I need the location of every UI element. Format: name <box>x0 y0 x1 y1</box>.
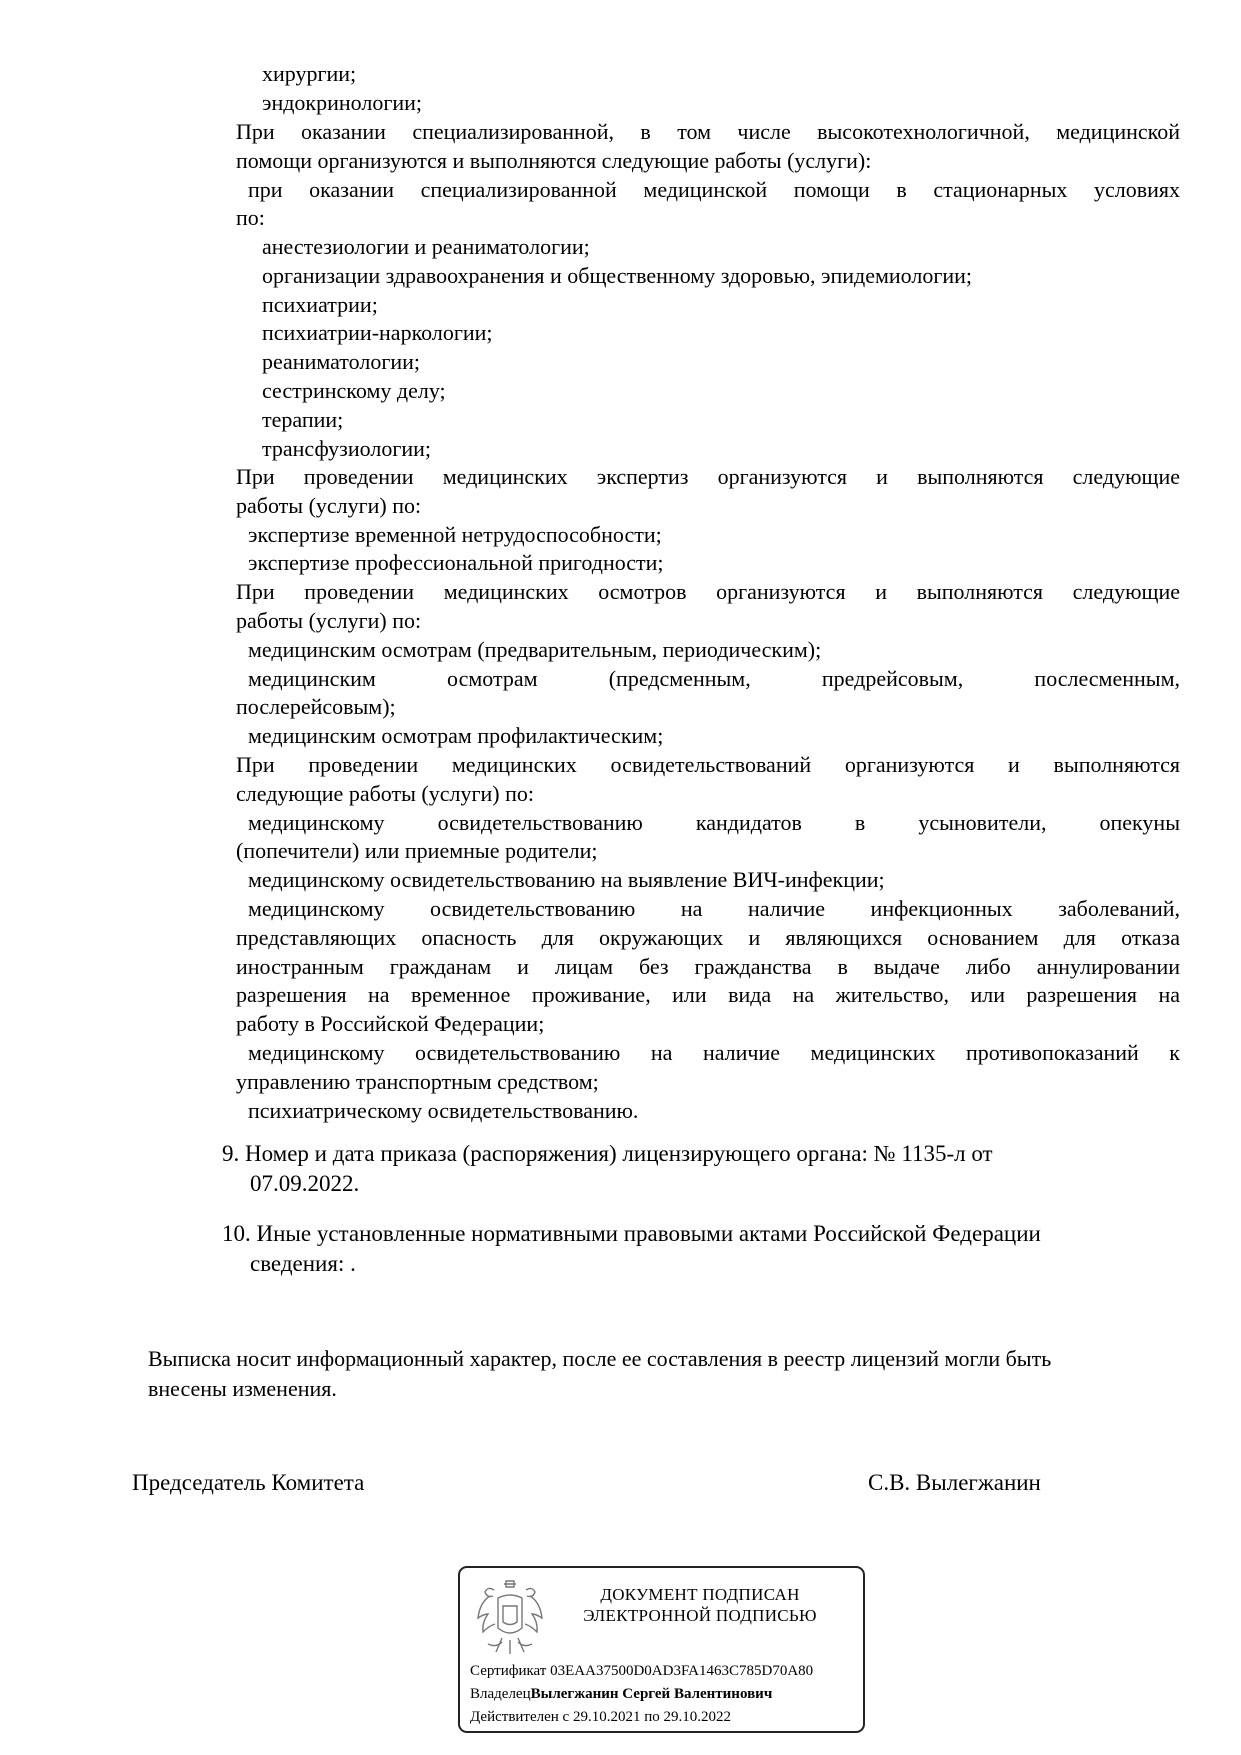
cert-value: 03EAA37500D0AD3FA1463C785D70A80 <box>550 1663 814 1679</box>
stamp-header-line: ДОКУМЕНТ ПОДПИСАН <box>600 1585 800 1604</box>
list-item: экспертизе профессиональной пригодности; <box>248 550 664 576</box>
list-item: сестринскому делу; <box>262 377 446 403</box>
item-10-line: 10. Иные установленные нормативными правовыми актами Российской Федерации <box>222 1221 1041 1246</box>
stamp-certificate <box>470 1663 813 1680</box>
cert-label: Сертификат <box>470 1663 547 1679</box>
list-item: представляющих опасность для окружающих и являющихся основанием для отказа <box>236 924 1180 950</box>
list-item: медицинским осмотрам профилактическим; <box>248 723 664 749</box>
list-item: хирургии; <box>262 61 357 86</box>
paragraph-line: при оказании специализированной медицинской помощи в стационарных условиях <box>248 176 1180 202</box>
owner-value: Вылегжанин Сергей Валентинович <box>530 1686 773 1702</box>
paragraph-line: При оказании специализированной, в том числе высокотехнологичной, медицинской <box>236 119 1180 144</box>
list-item: послерейсовым); <box>236 694 396 720</box>
paragraph-line: работы (услуги) по: <box>236 492 422 518</box>
list-item: (попечители) или приемные родители; <box>236 838 598 864</box>
item-10-line: сведения: . <box>250 1251 356 1276</box>
info-note <box>148 1344 1051 1404</box>
list-item: медицинским осмотрам (предсменным, предрейсовым, послесменным, <box>248 665 1180 691</box>
list-item: экспертизе временной нетрудоспособности; <box>248 521 662 547</box>
paragraph-line: работы (услуги) по: <box>236 607 422 633</box>
paragraph-line: по: <box>236 205 265 231</box>
e-signature-stamp <box>458 1566 865 1733</box>
section-spec <box>236 118 1180 233</box>
spec-items <box>262 233 972 463</box>
list-item: анестезиологии и реаниматологии; <box>262 234 590 259</box>
list-item: медицинским осмотрам (предварительным, периодическим); <box>248 636 822 662</box>
paragraph-line: следующие работы (услуги) по: <box>236 780 534 806</box>
list-item: медицинскому освидетельствованию на выявление ВИЧ-инфекции; <box>248 867 885 893</box>
list-item: разрешения на временное проживание, или вида на жительство, или разрешения на <box>236 982 1180 1008</box>
double-headed-eagle-icon <box>474 1576 546 1660</box>
item-9-line: 9. Номер и дата приказа (распоряжения) лицензирующего органа: № 1135-л от <box>222 1141 993 1166</box>
note-line: Выписка носит информационный характер, после ее составления в реестр лицензий могли быть <box>148 1346 1052 1371</box>
list-item: медицинскому освидетельствованию на наличие инфекционных заболеваний, <box>248 895 1180 921</box>
item-9 <box>222 1139 993 1199</box>
stamp-validity: Действителен с 29.10.2021 по 29.10.2022 <box>470 1709 731 1725</box>
list-item: трансфузиологии; <box>262 435 431 461</box>
list-item: психиатрическому освидетельствованию. <box>248 1097 639 1123</box>
list-item: эндокринологии; <box>262 89 423 115</box>
stamp-owner <box>470 1686 772 1703</box>
list-item: управлению транспортным средством; <box>236 1068 599 1094</box>
note-line: внесены изменения. <box>148 1376 337 1401</box>
signatory-position: Председатель Комитета <box>132 1470 365 1495</box>
list-item: медицинскому освидетельствованию на наличие медицинских противопоказаний к <box>248 1039 1180 1065</box>
item-10 <box>222 1219 1041 1279</box>
paragraph-line: При проведении медицинских осмотров организуются и выполняются следующие <box>236 579 1180 605</box>
paragraph-line: При проведении медицинских освидетельствований организуются и выполняются <box>236 751 1180 777</box>
stamp-header <box>550 1584 850 1626</box>
paragraph-line: помощи организуются и выполняются следующие работы (услуги): <box>236 147 872 173</box>
paragraph-line: При проведении медицинских экспертиз организуются и выполняются следующие <box>236 464 1180 489</box>
list-item: иностранным гражданам и лицам без гражданства в выдаче либо аннулировании <box>236 953 1180 979</box>
list-item: работу в Российской Федерации; <box>236 1011 545 1037</box>
section-expertise <box>236 463 1180 1125</box>
list-item: терапии; <box>262 406 344 432</box>
list-item: реаниматологии; <box>262 349 421 375</box>
item-9-line: 07.09.2022. <box>250 1171 360 1196</box>
list-top <box>262 60 422 118</box>
stamp-header-line: ЭЛЕКТРОННОЙ ПОДПИСЬЮ <box>583 1606 817 1625</box>
list-item: организации здравоохранения и общественному здоровью, эпидемиологии; <box>262 262 973 288</box>
signatory-name: С.В. Вылегжанин <box>868 1470 1041 1495</box>
list-item: психиатрии; <box>262 291 378 317</box>
owner-label: Владелец <box>470 1686 531 1702</box>
list-item: медицинскому освидетельствованию кандидатов в усыновители, опекуны <box>248 809 1180 835</box>
list-item: психиатрии-наркологии; <box>262 320 493 346</box>
